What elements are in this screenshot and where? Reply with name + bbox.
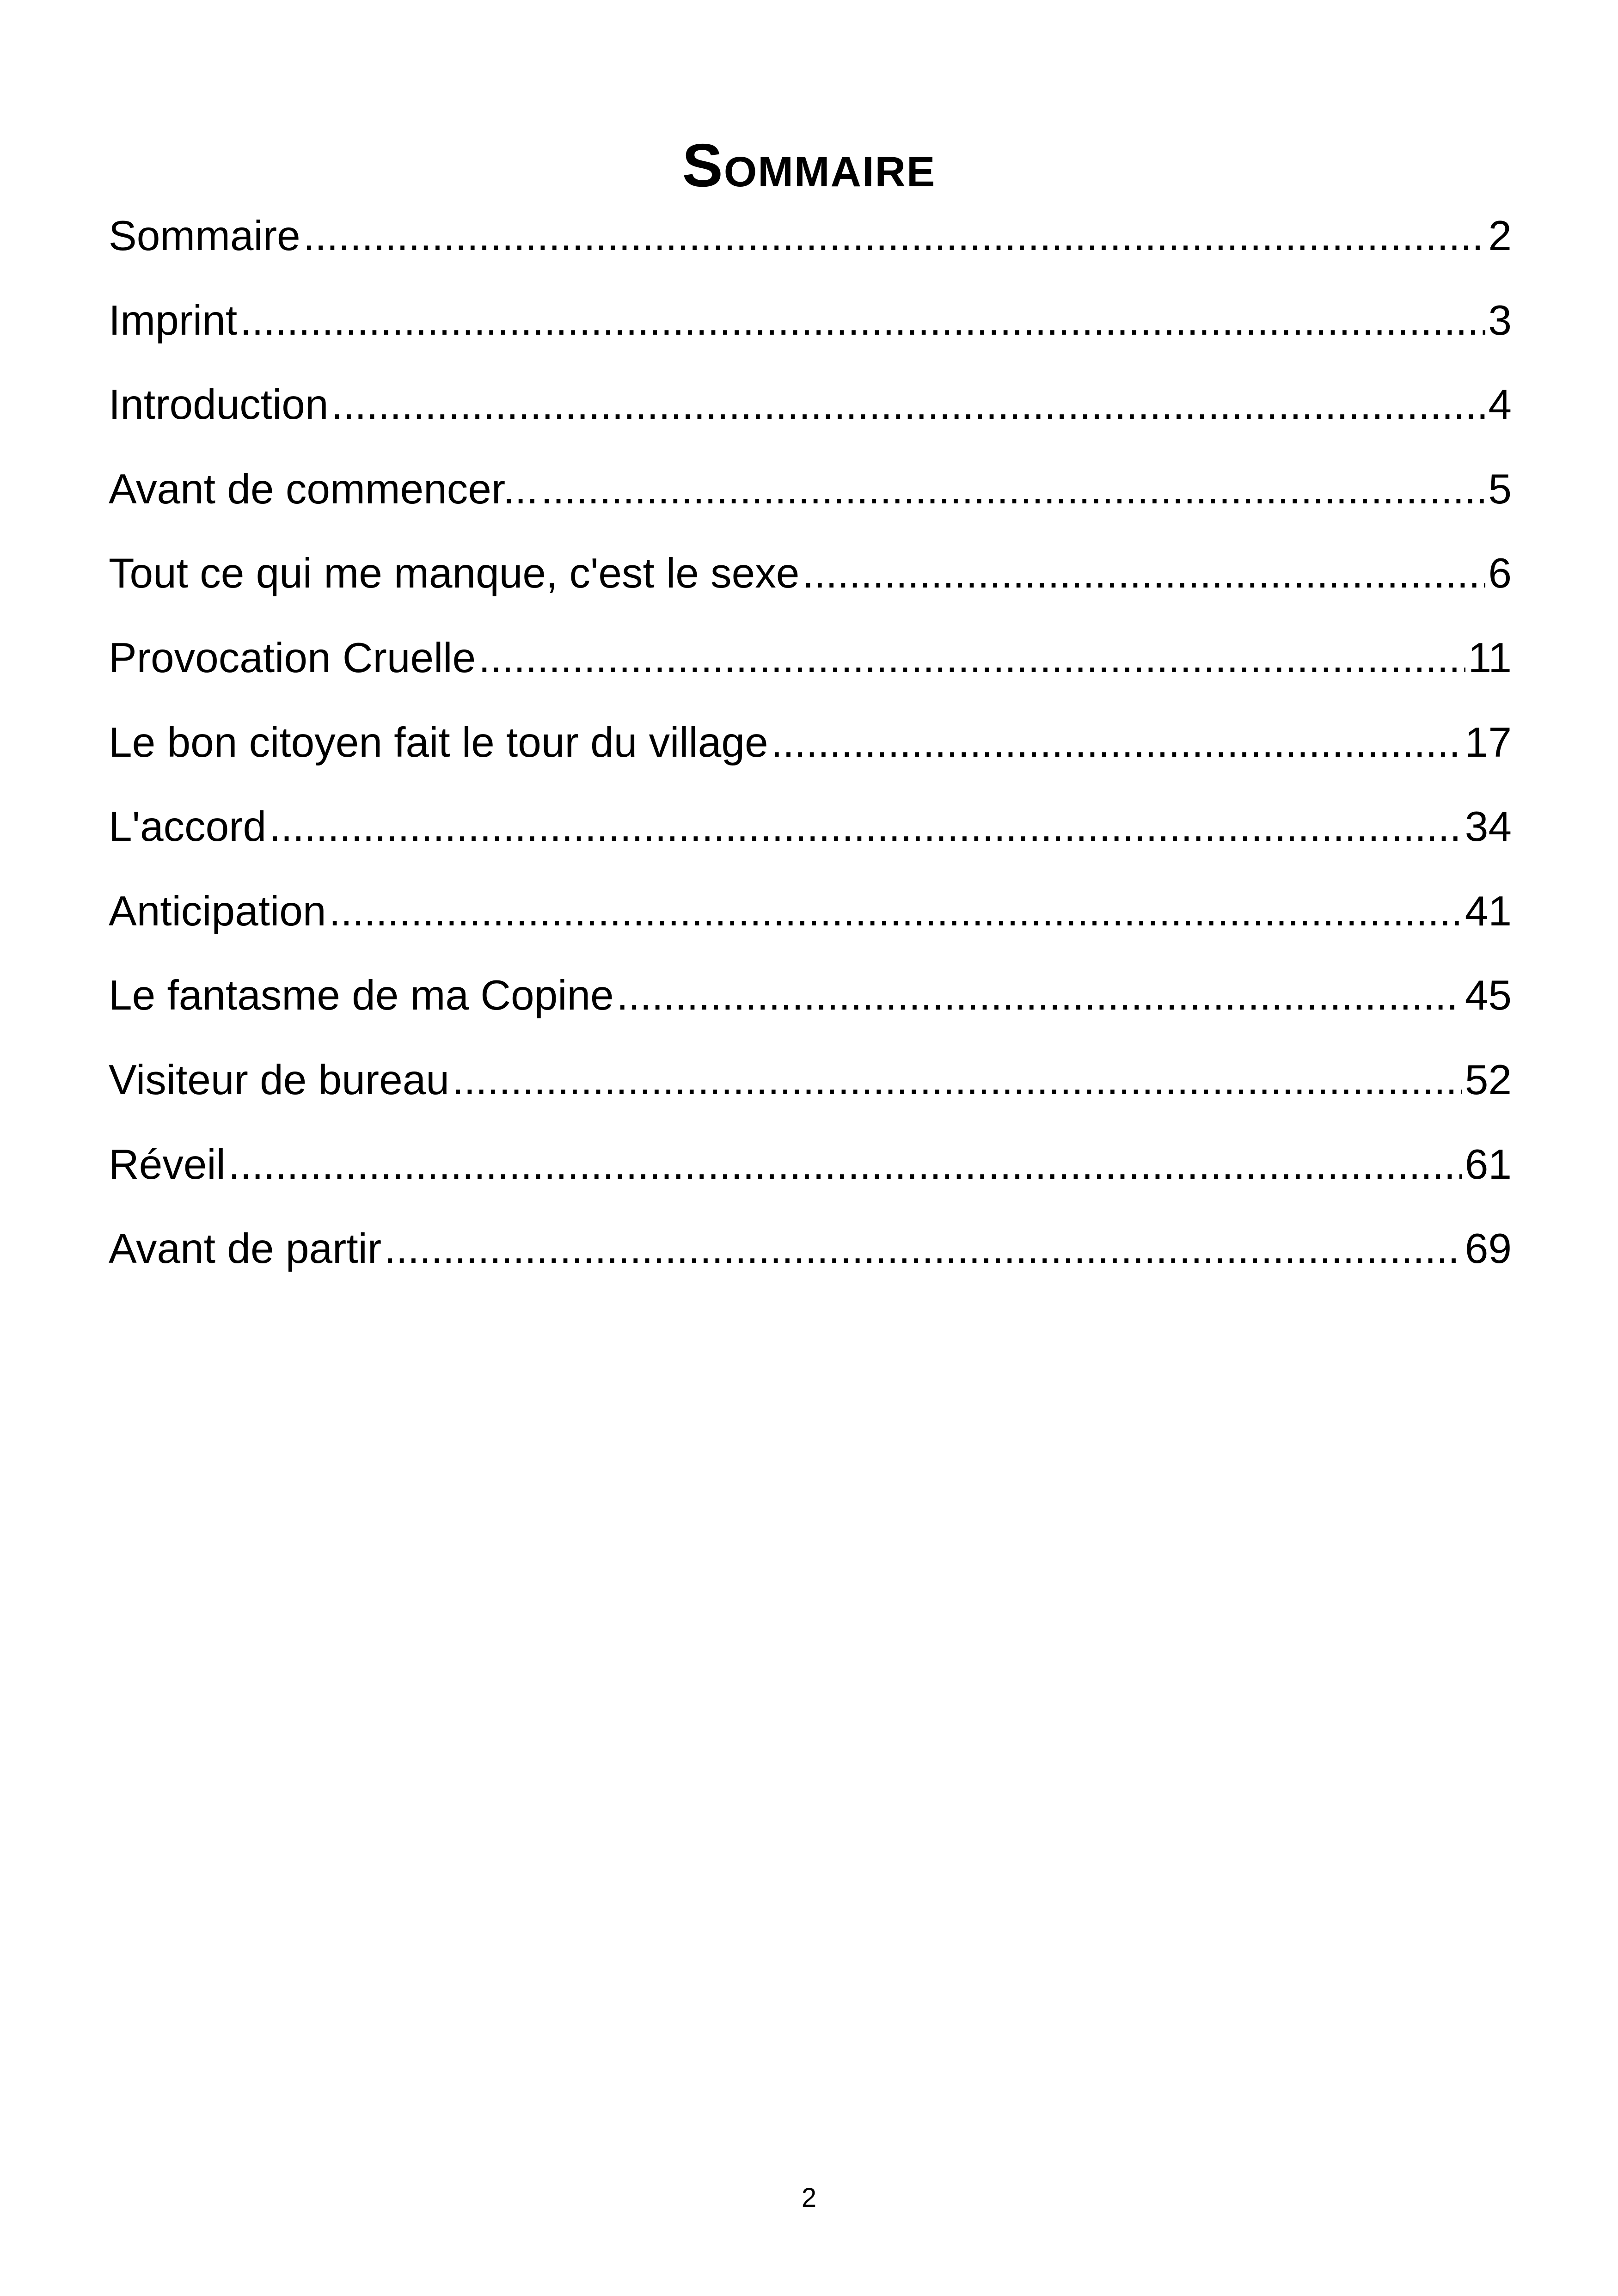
toc-dot-leader bbox=[240, 279, 1485, 363]
toc-entry-page: 6 bbox=[1488, 550, 1512, 597]
toc-entry-page: 4 bbox=[1488, 381, 1512, 429]
toc-entry-label: Sommaire bbox=[109, 213, 300, 259]
toc-entry-label: Imprint bbox=[109, 297, 238, 344]
toc-entry-label: Avant de commencer... bbox=[109, 465, 539, 513]
toc-entry-label: Visiteur de bureau bbox=[109, 1056, 449, 1103]
toc-dot-leader bbox=[329, 869, 1462, 954]
toc-entry-label: Avant de partir bbox=[109, 1225, 382, 1273]
toc-dot-leader bbox=[228, 1123, 1462, 1207]
toc-entry-label: Introduction bbox=[109, 381, 329, 429]
toc-entry-avant-de-commencer[interactable] bbox=[109, 447, 1512, 532]
toc-entry-page: 34 bbox=[1465, 803, 1512, 851]
toc-dot-leader bbox=[269, 785, 1462, 869]
toc-entry-reveil[interactable] bbox=[109, 1123, 1512, 1207]
toc-entry-page: 52 bbox=[1465, 1056, 1512, 1103]
toc-dot-leader bbox=[617, 954, 1462, 1038]
toc-dot-leader bbox=[452, 1038, 1462, 1122]
toc-entry-anticipation[interactable] bbox=[109, 869, 1512, 954]
page-number: 2 bbox=[801, 2183, 817, 2213]
toc-entry-avant-de-partir[interactable] bbox=[109, 1207, 1512, 1292]
toc-entry-page: 69 bbox=[1465, 1225, 1512, 1273]
toc-entry-page: 61 bbox=[1465, 1141, 1512, 1188]
table-of-contents bbox=[109, 194, 1512, 1292]
toc-entry-label: L'accord bbox=[109, 803, 267, 851]
toc-entry-le-bon-citoyen[interactable] bbox=[109, 701, 1512, 785]
toc-entry-label: Réveil bbox=[109, 1141, 226, 1188]
toc-entry-sommaire[interactable] bbox=[109, 194, 1512, 279]
toc-entry-label: Anticipation bbox=[109, 888, 326, 935]
toc-entry-page: 17 bbox=[1465, 719, 1512, 766]
toc-entry-label: Le bon citoyen fait le tour du village bbox=[109, 719, 768, 766]
toc-entry-provocation-cruelle[interactable] bbox=[109, 616, 1512, 701]
toc-entry-le-fantasme[interactable] bbox=[109, 954, 1512, 1038]
toc-entry-introduction[interactable] bbox=[109, 363, 1512, 447]
toc-dot-leader bbox=[303, 194, 1486, 278]
toc-dot-leader bbox=[802, 532, 1485, 616]
toc-entry-page: 11 bbox=[1468, 634, 1512, 681]
toc-dot-leader bbox=[384, 1207, 1462, 1291]
toc-entry-label: Le fantasme de ma Copine bbox=[109, 972, 614, 1019]
toc-entry-imprint[interactable] bbox=[109, 279, 1512, 363]
toc-entry-page: 3 bbox=[1488, 297, 1512, 344]
toc-entry-label: Provocation Cruelle bbox=[109, 634, 476, 681]
toc-entry-page: 5 bbox=[1488, 465, 1512, 513]
toc-entry-page: 45 bbox=[1465, 972, 1512, 1019]
toc-entry-page: 41 bbox=[1465, 888, 1512, 935]
toc-dot-leader bbox=[771, 701, 1462, 785]
toc-entry-l-accord[interactable] bbox=[109, 785, 1512, 869]
toc-entry-page: 2 bbox=[1488, 213, 1512, 259]
page-title: Sommaire bbox=[682, 131, 936, 200]
toc-dot-leader bbox=[478, 616, 1465, 700]
toc-entry-tout-ce-qui-me-manque[interactable] bbox=[109, 532, 1512, 616]
toc-dot-leader bbox=[541, 447, 1485, 532]
toc-dot-leader bbox=[331, 363, 1486, 447]
toc-entry-visiteur-de-bureau[interactable] bbox=[109, 1038, 1512, 1123]
toc-entry-label: Tout ce qui me manque, c'est le sexe bbox=[109, 550, 800, 597]
